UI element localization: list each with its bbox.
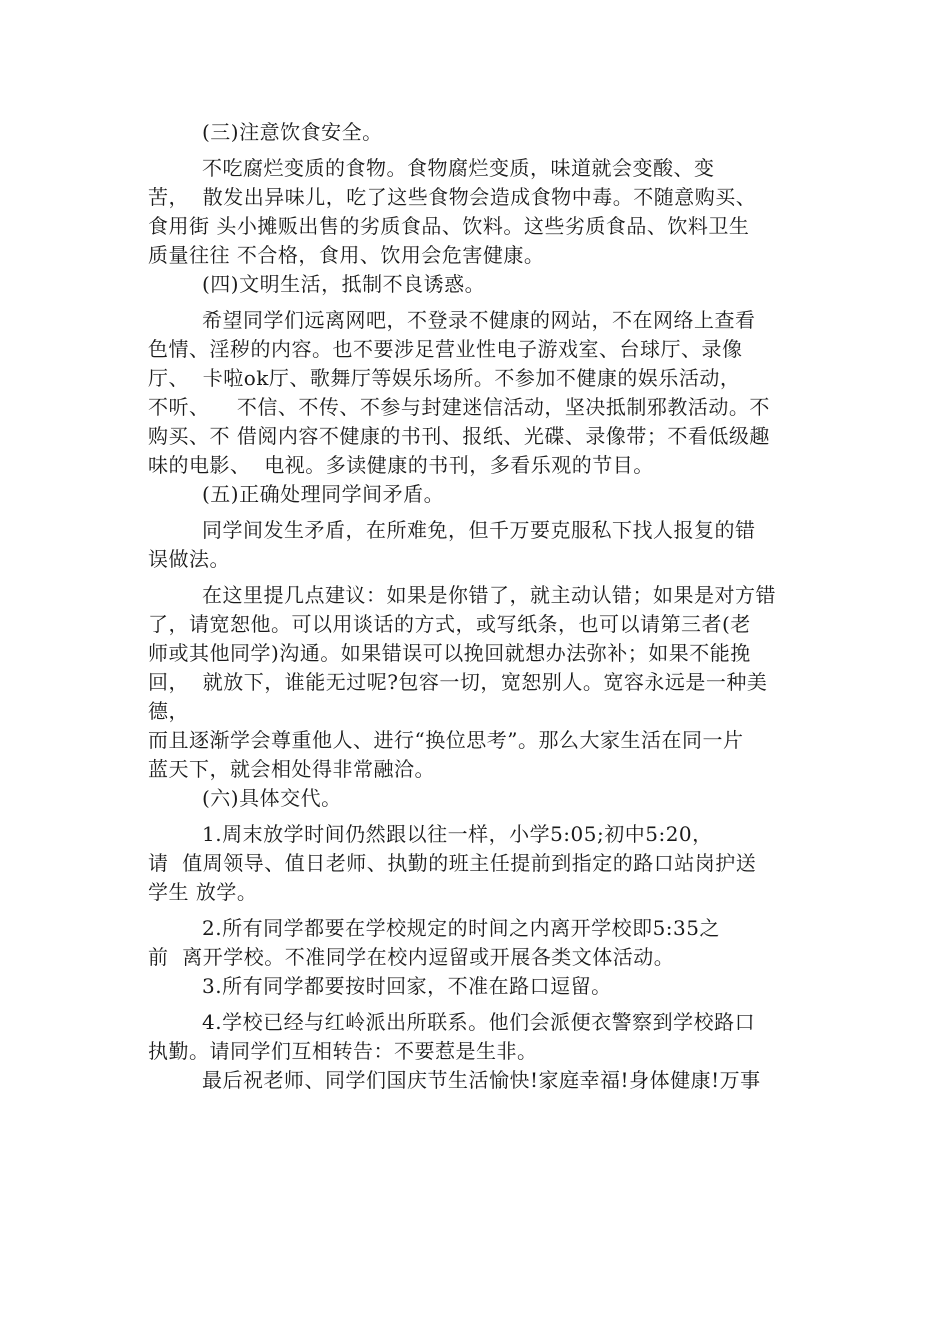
paragraph-line: 味的电影、 电视。多读健康的书刊，多看乐观的节目。 (148, 453, 654, 477)
paragraph-line: 希望同学们远离网吧，不登录不健康的网站，不在网络上查看 (202, 308, 756, 332)
paragraph-line: 购买、不 借阅内容不健康的书刊、报纸、光碟、录像带；不看低级趣 (148, 424, 770, 448)
paragraph-line: 前 离开学校。不准同学在校内逗留或开展各类文体活动。 (148, 945, 675, 969)
list-item-2: 2.所有同学都要在学校规定的时间之内离开学校即5:35之 (202, 916, 720, 940)
list-item-3: 3.所有同学都要按时回家，不准在路口逗留。 (202, 974, 612, 998)
list-item-1: 1.周末放学时间仍然跟以往一样，小学5:05;初中5:20， (202, 822, 713, 846)
paragraph-line: 不吃腐烂变质的食物。食物腐烂变质，味道就会变酸、变 (202, 156, 715, 180)
section-heading-5: (五)正确处理同学间矛盾。 (202, 482, 445, 506)
section-heading-4: (四)文明生活，抵制不良诱惑。 (202, 272, 486, 296)
paragraph-line: 不听、 不信、不传、不参与封建迷信活动，坚决抵制邪教活动。不 (148, 395, 770, 419)
paragraph-line: 误做法。 (148, 547, 230, 571)
paragraph-line: 执勤。请同学们互相转告：不要惹是生非。 (148, 1039, 538, 1063)
section-heading-3: (三)注意饮食安全。 (202, 120, 383, 144)
paragraph-line: 回， 就放下，谁能无过呢?包容一切，宽恕别人。宽容永远是一种美 (148, 670, 768, 694)
paragraph-line: 德， (148, 699, 189, 723)
document-body (148, 118, 813, 1095)
paragraph-line: 质量往往 不合格，食用、饮用会危害健康。 (148, 243, 545, 267)
paragraph-line: 而且逐渐学会尊重他人、进行“换位思考”。那么大家生活在同一片 (148, 728, 744, 752)
paragraph-line: 了，请宽恕他。可以用谈话的方式，或写纸条，也可以请第三者(老 (148, 612, 751, 636)
paragraph-line: 同学间发生矛盾，在所难免，但千万要克服私下找人报复的错 (202, 518, 756, 542)
paragraph-line: 师或其他同学)沟通。如果错误可以挽回就想办法弥补；如果不能挽 (148, 641, 751, 665)
paragraph-line: 苦， 散发出异味儿，吃了这些食物会造成食物中毒。不随意购买、 (148, 185, 757, 209)
paragraph-line: 色情、淫秽的内容。也不要涉足营业性电子游戏室、台球厅、录像 (148, 337, 743, 361)
list-item-4: 4.学校已经与红岭派出所联系。他们会派便衣警察到学校路口 (202, 1010, 756, 1034)
paragraph-line: 蓝天下，就会相处得非常融洽。 (148, 757, 435, 781)
paragraph-line: 学生 放学。 (148, 880, 258, 904)
closing-line: 最后祝老师、同学们国庆节生活愉快!家庭幸福!身体健康!万事 (202, 1068, 761, 1092)
paragraph-line: 请 值周领导、值日老师、执勤的班主任提前到指定的路口站岗护送 (148, 851, 757, 875)
paragraph-line: 食用街 头小摊贩出售的劣质食品、饮料。这些劣质食品、饮料卫生 (148, 214, 750, 238)
paragraph-line: 在这里提几点建议：如果是你错了，就主动认错；如果是对方错 (202, 583, 776, 607)
paragraph-line: 厅、 卡啦ok厅、歌舞厅等娱乐场所。不参加不健康的娱乐活动， (148, 366, 741, 390)
section-heading-6: (六)具体交代。 (202, 786, 342, 810)
